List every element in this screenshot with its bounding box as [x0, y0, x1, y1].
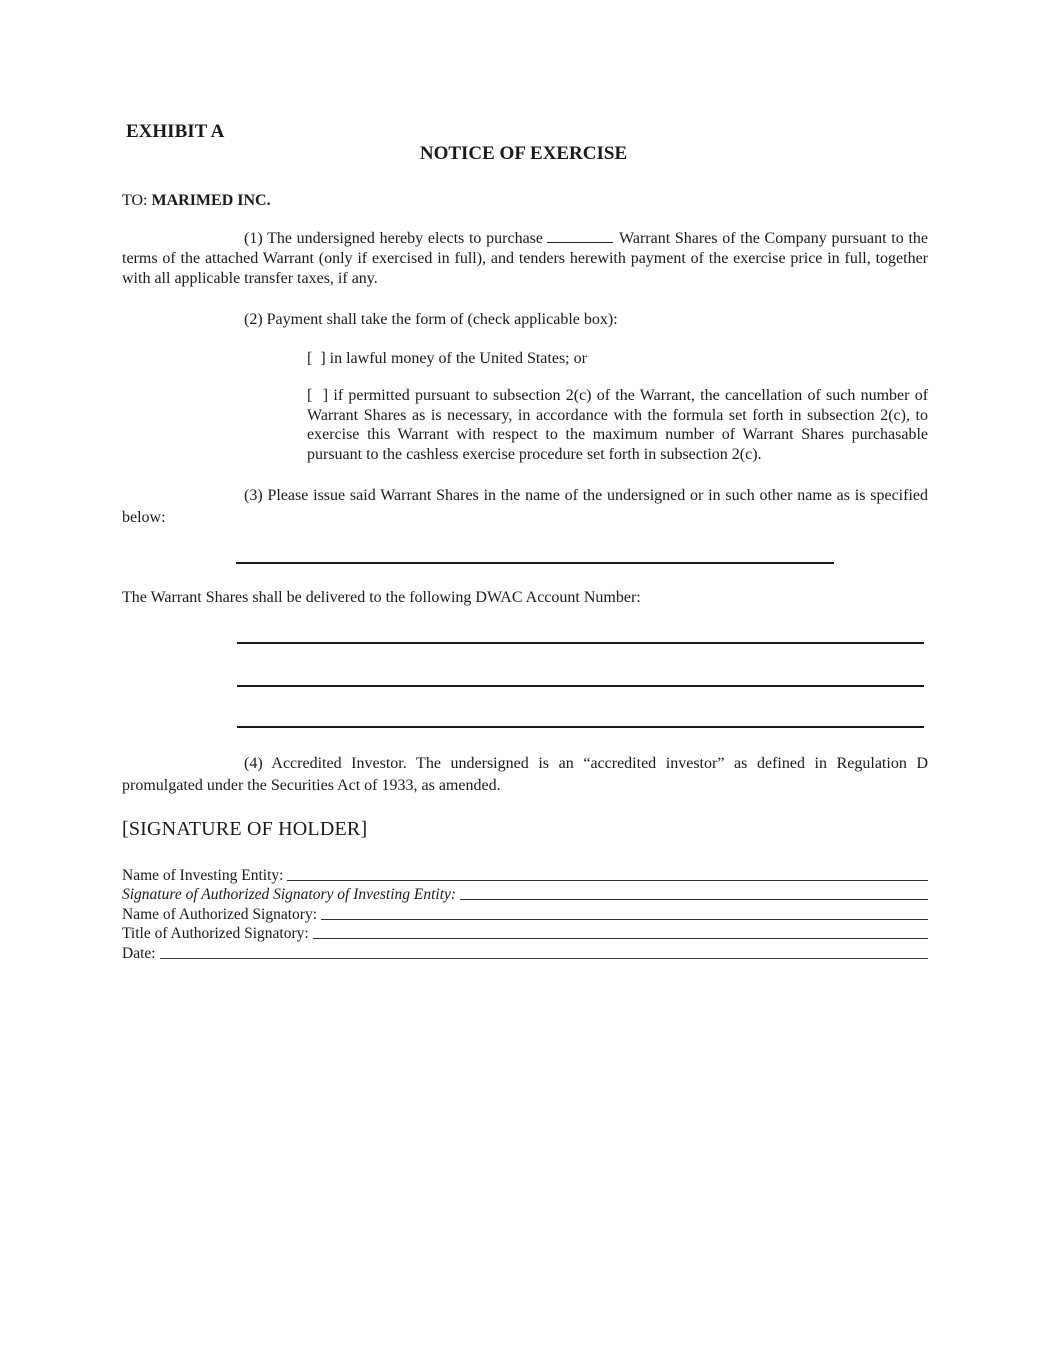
checkbox-cashless[interactable]: [ ]: [307, 387, 329, 404]
payment-option-cash-label: in lawful money of the United States; or: [329, 350, 587, 367]
field-signatory-name: [122, 904, 928, 924]
field-label: Title of Authorized Signatory:: [122, 925, 309, 943]
field-label: Date:: [122, 944, 156, 962]
share-count-blank[interactable]: [547, 228, 613, 243]
paragraph-1: [122, 228, 928, 289]
dwac-line-1[interactable]: [237, 642, 924, 644]
field-authorized-signature: [122, 885, 928, 905]
field-label: Signature of Authorized Signatory of Investing Entity:: [122, 886, 457, 904]
dwac-line-3[interactable]: [237, 726, 924, 728]
addressee: [122, 192, 271, 210]
payment-option-cash: [307, 349, 928, 369]
paragraph-2: (2) Payment shall take the form of (check applicable box):: [244, 311, 618, 328]
payment-option-cashless: [307, 386, 928, 464]
field-date: [122, 943, 928, 963]
page-title: NOTICE OF EXERCISE: [419, 143, 628, 164]
field-line[interactable]: [321, 918, 928, 920]
checkbox-cash[interactable]: [ ]: [307, 350, 326, 367]
field-label: Name of Investing Entity:: [122, 866, 284, 884]
exhibit-label: EXHIBIT A: [126, 121, 225, 142]
name-entry-line[interactable]: [236, 562, 834, 564]
signature-heading: [SIGNATURE OF HOLDER]: [122, 818, 368, 840]
paragraph-4: (4) Accredited Investor. The undersigned is an “accredited investor” as defined in Regulation D promulgated under the Securities Act of 1933, as amended.: [122, 755, 928, 794]
field-line[interactable]: [287, 879, 928, 881]
signature-fields: [122, 865, 928, 963]
field-line[interactable]: [160, 957, 928, 959]
field-signatory-title: [122, 924, 928, 944]
field-line[interactable]: [460, 898, 928, 900]
dwac-instruction: The Warrant Shares shall be delivered to the following DWAC Account Number:: [122, 589, 641, 606]
paragraph-1-rest: Warrant Shares of the Company pursuant to the terms of the attached Warrant (only if exercised in full), and tenders herewith payment of the exercise price in full, together with all applicable transfer taxes, if any.: [122, 230, 929, 287]
field-line[interactable]: [313, 937, 928, 939]
paragraph-3: (3) Please issue said Warrant Shares in the name of the undersigned or in such other name as is specified below:: [122, 487, 928, 526]
field-investing-entity: [122, 865, 928, 885]
paragraph-1-lead: (1) The undersigned hereby elects to purchase: [244, 230, 544, 247]
addressee-company: MARIMED INC.: [151, 192, 271, 209]
dwac-line-2[interactable]: [237, 685, 924, 687]
addressee-prefix: TO:: [122, 192, 152, 209]
payment-option-cashless-label: if permitted pursuant to subsection 2(c) of the Warrant, the cancellation of such number of Warrant Shares as is necessary, in accordance with the formula set forth in subsection 2(c), to exercise this Warrant with respect to the maximum number of Warrant Shares purchasable pursuant to the cashless exercise procedure set forth in subsection 2(c).: [307, 387, 929, 463]
field-label: Name of Authorized Signatory:: [122, 905, 317, 923]
